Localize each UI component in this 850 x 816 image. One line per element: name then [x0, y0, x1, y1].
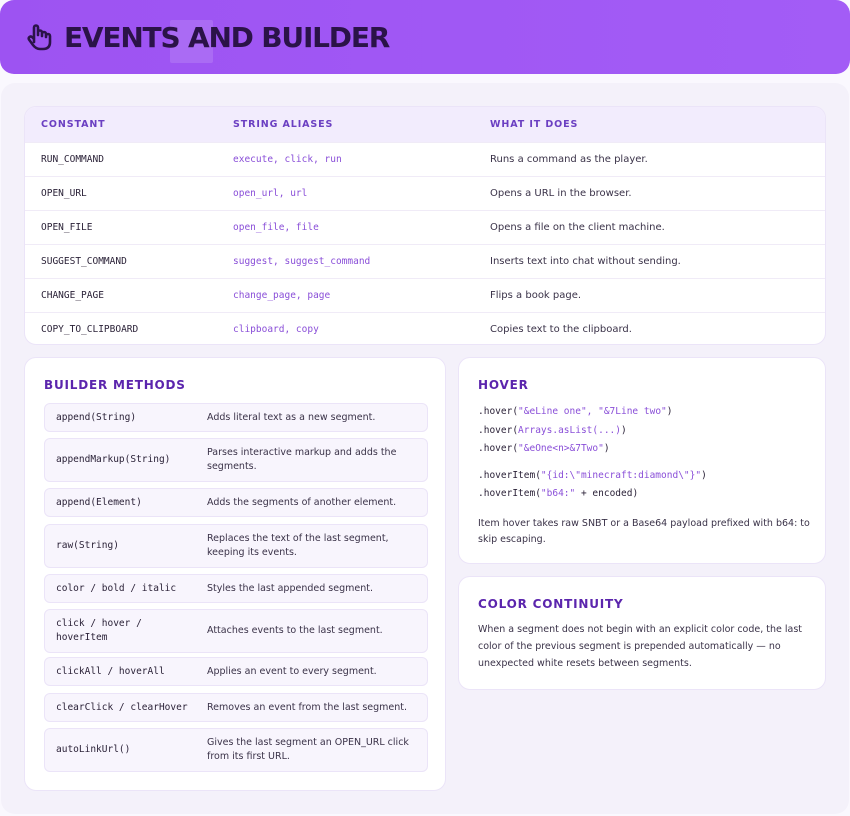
method-row [44, 524, 428, 568]
click-actions-table [24, 106, 826, 345]
aliases-cell: open_url, url [233, 188, 308, 199]
hover-note: Item hover takes raw SNBT or a Base64 payload prefixed with b64: to skip escaping. [478, 518, 810, 545]
code-argument: "b64:" [540, 488, 576, 499]
constant-cell: CHANGE_PAGE [41, 290, 104, 301]
method-signature: clearClick / clearHover [56, 701, 188, 713]
aliases-cell: open_file, file [233, 222, 319, 233]
code-argument: Arrays.asList(...) [518, 425, 621, 436]
code-line [478, 425, 627, 436]
description-cell: Opens a URL in the browser. [490, 188, 632, 199]
method-description: Replaces the text of the last segment, keeping its events. [207, 533, 389, 558]
table-row [25, 312, 825, 345]
description-cell: Opens a file on the client machine. [490, 222, 665, 233]
code-line [478, 443, 610, 454]
method-row [44, 488, 428, 517]
page-title: EVENTS AND BUILDER [64, 20, 390, 54]
method-description: Attaches events to the last segment. [207, 625, 383, 636]
header-constant: CONSTANT [41, 119, 106, 130]
table-row [25, 244, 825, 278]
code-suffix: + encoded) [575, 488, 639, 499]
code-method: .hover( [478, 425, 519, 436]
hand-pointer-icon [24, 22, 54, 52]
method-signature: color / bold / italic [56, 582, 177, 594]
method-row [44, 438, 428, 482]
method-description: Adds literal text as a new segment. [207, 411, 376, 423]
table-row [25, 210, 825, 244]
code-argument: "{id:\"minecraft:diamond\"}" [540, 470, 702, 481]
color-continuity-card [458, 576, 826, 690]
code-line [478, 470, 707, 481]
code-method: .hoverItem( [478, 488, 541, 499]
code-suffix: ) [666, 406, 673, 417]
description-cell: Inserts text into chat without sending. [490, 256, 681, 267]
constant-cell: RUN_COMMAND [41, 154, 104, 165]
code-suffix: ) [701, 470, 707, 481]
constant-cell: COPY_TO_CLIPBOARD [41, 324, 139, 335]
builder-methods-card [24, 357, 446, 791]
method-description: Adds the segments of another element. [207, 496, 397, 508]
code-line [478, 488, 638, 499]
code-suffix: ) [603, 443, 610, 454]
table-row [25, 278, 825, 312]
header-aliases: STRING ALIASES [233, 119, 334, 130]
method-signature: append(Element) [56, 496, 142, 508]
page-header [0, 0, 850, 74]
description-cell: Flips a book page. [490, 290, 582, 301]
method-row [44, 693, 428, 722]
method-row [44, 657, 428, 686]
constant-cell: OPEN_FILE [41, 222, 93, 233]
method-signature: clickAll / hoverAll [56, 665, 165, 677]
method-signature: raw(String) [56, 540, 119, 551]
method-description: Gives the last segment an OPEN_URL click from its first URL. [207, 737, 409, 762]
constant-cell: OPEN_URL [41, 188, 87, 199]
aliases-cell: execute, click, run [233, 154, 342, 165]
method-row [44, 574, 428, 603]
header-what-it-does: WHAT IT DOES [490, 119, 579, 130]
method-row [44, 403, 428, 432]
code-method: .hoverItem( [478, 470, 541, 481]
method-description: Parses interactive markup and adds the segments. [207, 447, 397, 472]
table-row [25, 176, 825, 210]
aliases-cell: suggest, suggest_command [233, 256, 371, 267]
aliases-cell: change_page, page [233, 290, 331, 301]
code-argument: "&eLine one", "&7Line two" [518, 406, 667, 417]
method-description: Applies an event to every segment. [207, 665, 377, 677]
method-signature: autoLinkUrl() [56, 744, 131, 755]
code-suffix: ) [621, 425, 627, 436]
hover-title: HOVER [478, 378, 529, 392]
description-cell: Runs a command as the player. [490, 154, 648, 165]
method-signature: click / hover / hoverItem [56, 618, 142, 643]
method-description: Styles the last appended segment. [207, 582, 373, 594]
builder-methods-title: BUILDER METHODS [44, 378, 186, 392]
color-continuity-text: When a segment does not begin with an explicit color code, the last color of the previous segment is prepended automatically — no unexpected white resets between segments. [478, 624, 803, 669]
method-row [44, 609, 428, 653]
method-description: Removes an event from the last segment. [207, 701, 408, 713]
table-header [25, 107, 825, 142]
method-row [44, 728, 428, 772]
method-signature: append(String) [56, 411, 137, 423]
code-line [478, 406, 673, 417]
table-row [25, 142, 825, 176]
hover-card [458, 357, 826, 564]
color-continuity-title: COLOR CONTINUITY [478, 597, 624, 611]
code-argument: "&eOne<n>&7Two" [518, 443, 604, 454]
code-method: .hover( [478, 406, 519, 417]
description-cell: Copies text to the clipboard. [490, 324, 632, 335]
method-signature: appendMarkup(String) [56, 454, 171, 465]
code-method: .hover( [478, 443, 519, 454]
constant-cell: SUGGEST_COMMAND [41, 256, 127, 267]
aliases-cell: clipboard, copy [233, 324, 319, 335]
